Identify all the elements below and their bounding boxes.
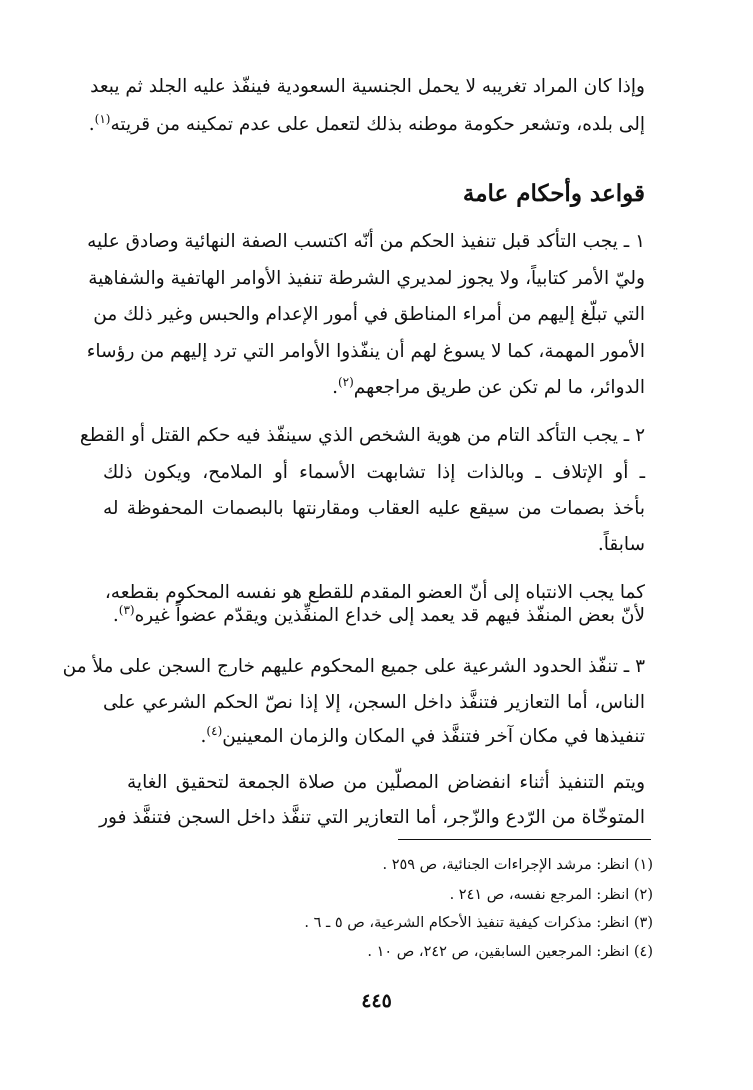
rule2-line-1: ٢ ـ يجب التأكد التام من هوية الشخص الذي سينفّذ فيه حكم القتل أو القطع [79,425,645,446]
footnote-ref-4: (٤) [206,723,223,738]
rule3-line-2: الناس، أما التعازير فتنفَّذ داخل السجن، إلا إذا نصّ الحكم الشرعي على [103,692,645,713]
rule3-line-3: تنفيذها في مكان آخر فتنفَّذ في المكان والزمان المعينين$^{(٤)}$. [200,723,645,747]
footnote-divider [398,839,651,840]
rule2-line-2: ـ أو الإتلاف ـ وبالذات إذا تشابهت الأسماء أو الملامح، ويكون ذلك [103,462,645,483]
note-line-2: لأنّ بعض المنفّذ فيهم قد يعمد إلى خداع المنفِّذين ويقدّم عضواً غيره$^{(٣)}$. [112,602,645,626]
intro-line-1: وإذا كان المراد تغريبه لا يحمل الجنسية السعودية فينفّذ عليه الجلد ثم يبعد [90,76,645,97]
page-number: ٤٤٥ [361,990,392,1012]
footnote-2: (٢) انظر: المرجع نفسه، ص ٢٤١ . [449,887,653,903]
footnote-3: (٣) انظر: مذكرات كيفية تنفيذ الأحكام الشرعية، ص ٥ ـ ٦ . [304,915,653,931]
intro-line-2: إلى بلده، وتشعر حكومة موطنه بذلك لتعمل على عدم تمكينه من قريته$^{(١)}$. [88,111,645,135]
rule1-line-4: الأمور المهمة، كما لا يسوغ لهم أن ينفّذوا الأوامر التي ترد إليهم من رؤساء [86,341,645,362]
rule3-line-1: ٣ ـ تنفّذ الحدود الشرعية على جميع المحكوم عليهم خارج السجن على ملأ من [62,656,645,677]
rule1-line-5: الدوائر، ما لم تكن عن طريق مراجعهم$^{(٢)}$. [332,374,645,398]
intro-line-2-text: إلى بلده، وتشعر حكومة موطنه بذلك لتعمل على عدم تمكينه من قريته [110,114,645,135]
rule1-line-3: التي تبلّغ إليهم من أمراء المناطق في أمور الإعدام والحبس وغير ذلك من [93,304,645,325]
final-line-1: ويتم التنفيذ أثناء انفضاض المصلّين من صلاة الجمعة لتحقيق الغاية [127,772,645,793]
note-line-2-text: لأنّ بعض المنفّذ فيهم قد يعمد إلى خداع المنفِّذين ويقدّم عضواً غيره [134,605,645,626]
rule1-line-1: ١ ـ يجب التأكد قبل تنفيذ الحكم من أنّه اكتسب الصفة النهائية وصادق عليه [87,231,645,252]
footnote-4: (٤) انظر: المرجعين السابقين، ص ٢٤٢، ص ١٠ . [367,944,653,960]
section-heading: قواعد وأحكام عامة [462,180,645,207]
note-line-1: كما يجب الانتباه إلى أنّ العضو المقدم للقطع هو نفسه المحكوم بقطعه، [104,582,645,603]
rule3-line-3-text: تنفيذها في مكان آخر فتنفَّذ في المكان والزمان المعينين [222,726,645,747]
rule1-line-5-text: الدوائر، ما لم تكن عن طريق مراجعهم [353,377,645,398]
footnote-ref-2: (٢) [337,374,354,389]
rule2-line-4: سابقاً. [597,534,645,555]
rule2-line-3: بأخذ بصمات من سيقع عليه العقاب ومقارنتها بالبصمات المحفوظة له [103,498,645,519]
footnote-ref-1: (١) [94,111,111,126]
rule1-line-2: وليّ الأمر كتابياً، ولا يجوز لمديري الشرطة تنفيذ الأوامر الهاتفية والشفاهية [88,268,645,289]
footnote-1: (١) انظر: مرشد الإجراءات الجنائية، ص ٢٥٩ . [382,857,653,873]
final-line-2: المتوخّاة من الرّدع والزّجر، أما التعازير التي تنفَّذ داخل السجن فتنفَّذ فور [99,807,645,828]
footnote-ref-3: (٣) [118,602,135,617]
